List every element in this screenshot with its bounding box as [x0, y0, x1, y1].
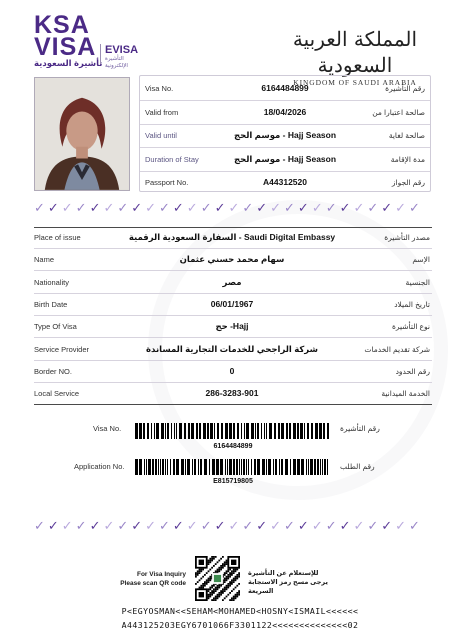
row-divider	[34, 382, 432, 383]
checkmark-icon: ✓	[131, 518, 143, 533]
checkmark-icon: ✓	[159, 200, 170, 215]
checkmark-icon: ✓	[117, 518, 129, 533]
checkmark-icon: ✓	[200, 518, 212, 533]
inquiry-text-ar	[248, 569, 328, 596]
detail-value: شركة الراجحي للخدمات التجارية المساندة	[146, 343, 318, 354]
inquiry-en-line1: For Visa Inquiry	[136, 571, 186, 578]
evisa-logo-arabic: التأشيرة الإلكترونية	[105, 56, 128, 69]
checkmark-icon: ✓	[339, 200, 351, 215]
checkmark-band-top	[34, 200, 420, 216]
checkmark-icon: ✓	[284, 200, 295, 215]
checkmark-icon: ✓	[311, 200, 323, 215]
checkmark-icon: ✓	[311, 518, 323, 533]
evisa-logo-text: EVISA	[105, 44, 139, 56]
kingdom-arabic: المملكة العربية السعودية	[292, 27, 418, 77]
visa-field-row	[145, 155, 425, 167]
checkmark-icon: ✓	[325, 518, 337, 533]
visa-field-label-en: Duration of Stay	[145, 154, 199, 164]
detail-row	[34, 389, 430, 401]
visa-field-value: 6164484899	[261, 83, 309, 93]
checkmark-icon: ✓	[89, 518, 101, 533]
checkmark-icon: ✓	[381, 200, 393, 215]
visa-field-label-ar: مدة الإقامة	[390, 154, 425, 164]
checkmark-icon: ✓	[200, 200, 212, 215]
checkmark-icon: ✓	[145, 518, 157, 533]
row-divider	[34, 337, 432, 338]
checkmark-icon: ✓	[103, 200, 115, 215]
checkmark-icon: ✓	[89, 200, 101, 215]
visa-field-value: موسم الحج - Hajj Season	[233, 153, 337, 164]
checkmark-icon: ✓	[297, 200, 309, 215]
checkmark-icon: ✓	[325, 200, 337, 215]
visa-field-row	[145, 84, 425, 96]
mrz-line-2: A443125203EGY6701066F3301122<<<<<<<<<<<<<<02	[121, 620, 359, 630]
checkmark-icon: ✓	[47, 200, 59, 215]
detail-label-ar: شركة تقديم الخدمات	[364, 344, 430, 354]
visa-field-value: موسم الحج - Hajj Season	[233, 130, 337, 140]
row-divider	[34, 360, 432, 361]
visa-field-label-en: Passport No.	[145, 178, 189, 187]
visa-field-row	[145, 108, 425, 120]
checkmark-icon: ✓	[256, 518, 268, 533]
checkmark-icon: ✓	[395, 518, 407, 533]
checkmark-icon: ✓	[159, 518, 170, 533]
visa-field-label-en: Visa No.	[145, 84, 174, 93]
detail-label-en: Birth Date	[34, 299, 68, 309]
row-divider	[140, 124, 430, 125]
detail-value: 06/01/1967	[210, 298, 254, 309]
details-top-rule	[34, 227, 432, 228]
checkmark-band-bottom	[34, 518, 420, 534]
barcode-visa-label-ar: رقم التأشيرة	[340, 424, 380, 433]
checkmark-icon: ✓	[61, 518, 73, 533]
ksa-logo-line1: KSA	[34, 11, 90, 39]
detail-row	[34, 300, 430, 312]
ksa-logo-arabic: تأشيرة السعودية	[34, 58, 103, 68]
detail-value: مصر	[222, 276, 242, 287]
detail-label-ar: الجنسية	[405, 277, 430, 287]
inquiry-en-line2: Please scan QR code	[120, 580, 186, 587]
checkmark-icon: ✓	[117, 200, 129, 215]
inquiry-ar-line1: للإستعلام عن التأشيرة	[248, 570, 319, 577]
detail-value: سهام محمد حسني عثمان	[179, 254, 285, 265]
checkmark-icon: ✓	[367, 200, 379, 215]
checkmark-icon: ✓	[103, 518, 115, 533]
row-divider	[140, 171, 430, 172]
application-barcode-number: E815719805	[213, 478, 253, 485]
detail-value: السفارة السعودية الرقمية - Saudi Digital Embassy	[128, 232, 336, 242]
ksa-logo-line2: VISA	[34, 33, 97, 61]
detail-row	[34, 322, 430, 334]
checkmark-icon: ✓	[131, 200, 143, 215]
checkmark-icon: ✓	[186, 518, 198, 533]
checkmark-icon: ✓	[34, 518, 45, 533]
visa-field-label-en: Valid from	[145, 107, 179, 117]
visa-field-label-ar: رقم التأشيرة	[385, 84, 425, 93]
barcode-visa-label-en: Visa No.	[93, 424, 122, 433]
checkmark-icon: ✓	[214, 518, 226, 533]
evisa-logo	[100, 44, 144, 69]
detail-value: حج -Hajj	[215, 321, 249, 332]
checkmark-icon: ✓	[409, 200, 420, 215]
checkmark-icon: ✓	[242, 200, 254, 215]
visa-field-label-ar: رقم الجواز	[391, 178, 425, 187]
visa-barcode-number: 6164484899	[213, 443, 253, 450]
checkmark-icon: ✓	[409, 518, 420, 533]
mrz-line-1: P<EGYOSMAN<<SEHAM<MOHAMED<HOSNY<ISMAIL<<<<<<	[121, 606, 359, 616]
checkmark-icon: ✓	[172, 200, 184, 215]
checkmark-icon: ✓	[256, 200, 268, 215]
detail-value: 286-3283-901	[205, 388, 259, 399]
checkmark-icon: ✓	[34, 200, 45, 215]
detail-label-ar: تاريخ الميلاد	[394, 299, 430, 309]
barcode-application-label-ar: رقم الطلب	[340, 462, 375, 471]
visa-field-label-ar: صالحة لغاية	[388, 131, 425, 140]
inquiry-text-en	[112, 570, 186, 588]
visa-field-value: 18/04/2026	[263, 106, 307, 117]
inquiry-ar-line2: يرجى مسح رمز الاستجابة السريعة	[248, 579, 328, 595]
detail-label-en: Type Of Visa	[34, 322, 77, 332]
detail-label-en: Nationality	[34, 277, 70, 287]
detail-label-en: Place of issue	[34, 233, 81, 242]
detail-label-ar: رقم الحدود	[395, 366, 430, 376]
checkmark-icon: ✓	[242, 518, 254, 533]
detail-label-en: Name	[34, 255, 55, 265]
row-divider	[140, 100, 430, 101]
checkmark-icon: ✓	[75, 518, 87, 533]
checkmark-icon: ✓	[395, 200, 407, 215]
visa-field-row	[145, 178, 425, 190]
barcode-application-label-en: Application No.	[74, 462, 125, 471]
detail-label-en: Border NO.	[34, 366, 72, 376]
checkmark-icon: ✓	[353, 200, 365, 215]
checkmark-icon: ✓	[353, 518, 365, 533]
checkmark-icon: ✓	[270, 200, 282, 215]
checkmark-icon: ✓	[284, 518, 295, 533]
visa-field-value: A44312520	[263, 177, 307, 187]
holder-photo	[34, 77, 130, 191]
checkmark-icon: ✓	[381, 518, 393, 533]
visa-field-row	[145, 131, 425, 143]
detail-label-ar: مصدر التأشيرة	[384, 233, 430, 242]
checkmark-icon: ✓	[61, 200, 73, 215]
checkmark-icon: ✓	[297, 518, 309, 533]
checkmark-icon: ✓	[339, 518, 351, 533]
checkmark-icon: ✓	[145, 200, 157, 215]
checkmark-icon: ✓	[186, 200, 198, 215]
visa-barcode	[135, 423, 331, 439]
detail-row	[34, 367, 430, 379]
detail-label-ar: الخدمة الميدانية	[381, 389, 430, 399]
detail-row	[34, 278, 430, 290]
visa-qr-code[interactable]	[195, 556, 240, 601]
checkmark-icon: ✓	[214, 200, 226, 215]
detail-label-en: Local Service	[34, 389, 80, 399]
checkmark-icon: ✓	[75, 200, 87, 215]
ksa-visa-logo	[34, 11, 104, 69]
checkmark-icon: ✓	[228, 200, 240, 215]
checkmark-icon: ✓	[367, 518, 379, 533]
detail-label-en: Service Provider	[34, 344, 90, 354]
detail-label-ar: نوع التأشيرة	[391, 322, 430, 332]
kingdom-english: KINGDOM OF SAUDI ARABIA	[293, 78, 417, 87]
row-divider	[34, 270, 432, 271]
detail-value: 0	[229, 365, 235, 376]
row-divider	[34, 404, 432, 405]
checkmark-icon: ✓	[228, 518, 240, 533]
checkmark-icon: ✓	[172, 518, 184, 533]
detail-row	[34, 255, 430, 267]
checkmark-icon: ✓	[47, 518, 59, 533]
application-barcode	[135, 459, 331, 475]
row-divider	[34, 248, 432, 249]
detail-row	[34, 345, 430, 357]
visa-field-label-ar: صالحة اعتبارا من	[372, 107, 425, 117]
visa-field-label-en: Valid until	[145, 131, 177, 140]
row-divider	[34, 293, 432, 294]
detail-label-ar: الإسم	[412, 255, 430, 265]
detail-row	[34, 233, 430, 245]
checkmark-icon: ✓	[270, 518, 282, 533]
row-divider	[34, 315, 432, 316]
row-divider	[140, 147, 430, 148]
